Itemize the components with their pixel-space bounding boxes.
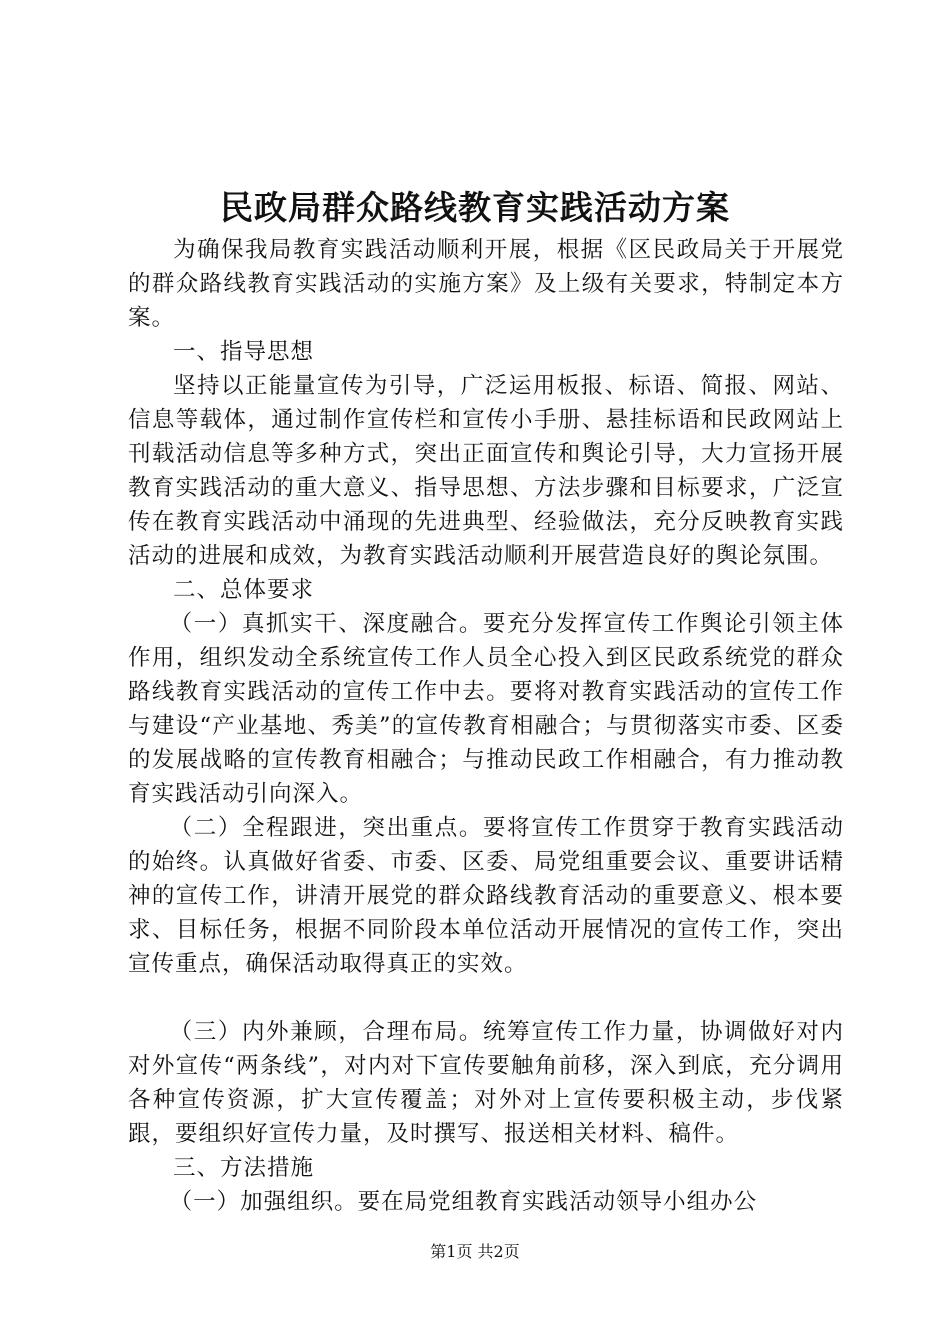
document-body xyxy=(128,233,844,1219)
guiding-thought-paragraph: 坚持以正能量宣传为引导，广泛运用板报、标语、简报、网站、信息等载体，通过制作宣传栏和宣传小手册、悬挂标语和民政网站上刊载活动信息等多种方式，突出正面宣传和舆论引导，大力宣扬开展教育实践活动的重大意义、指导思想、方法步骤和目标要求，广泛宣传在教育实践活动中涌现的先进典型、经验做法，充分反映教育实践活动的进展和成效，为教育实践活动顺利开展营造良好的舆论氛围。 xyxy=(128,373,844,569)
intro-paragraph: 为确保我局教育实践活动顺利开展，根据《区民政局关于开展党的群众路线教育实践活动的实施方案》及上级有关要求，特制定本方案。 xyxy=(128,237,844,331)
document-title: 民政局群众路线教育实践活动方案 xyxy=(220,188,730,227)
section-heading-general-requirements: 二、总体要求 xyxy=(173,577,315,603)
requirement-2-paragraph: （二）全程跟进，突出重点。要将宣传工作贯穿于教育实践活动的始终。认真做好省委、市委、区委、局党组重要会议、重要讲话精神的宣传工作，讲清开展党的群众路线教育活动的重要意义、根本要求、目标任务，根据不同阶段本单位活动开展情况的宣传工作，突出宣传重点，确保活动取得真正的实效。 xyxy=(128,815,844,977)
measure-1-paragraph: （一）加强组织。要在局党组教育实践活动领导小组办公 xyxy=(169,1189,758,1215)
requirement-3-paragraph: （三）内外兼顾，合理布局。统筹宣传工作力量，协调做好对内对外宣传“两条线”，对内对下宣传要触角前移，深入到底，充分调用各种宣传资源，扩大宣传覆盖；对外对上宣传要积极主动，步伐紧跟，要组织好宣传力量，及时撰写、报送相关材料、稿件。 xyxy=(128,1019,844,1147)
requirement-1-paragraph: （一）真抓实干、深度融合。要充分发挥宣传工作舆论引领主体作用，组织发动全系统宣传工作人员全心投入到区民政系统党的群众路线教育实践活动的宣传工作中去。要将对教育实践活动的宣传工作与建设“产业基地、秀美”的宣传教育相融合；与贯彻落实市委、区委的发展战略的宣传教育相融合；与推动民政工作相融合，有力推动教育实践活动引向深入。 xyxy=(128,611,844,807)
section-heading-guiding-thought: 一、指导思想 xyxy=(173,339,315,365)
page-footer: 第1页 共2页 xyxy=(430,1242,520,1261)
section-heading-methods: 三、方法措施 xyxy=(173,1155,315,1181)
